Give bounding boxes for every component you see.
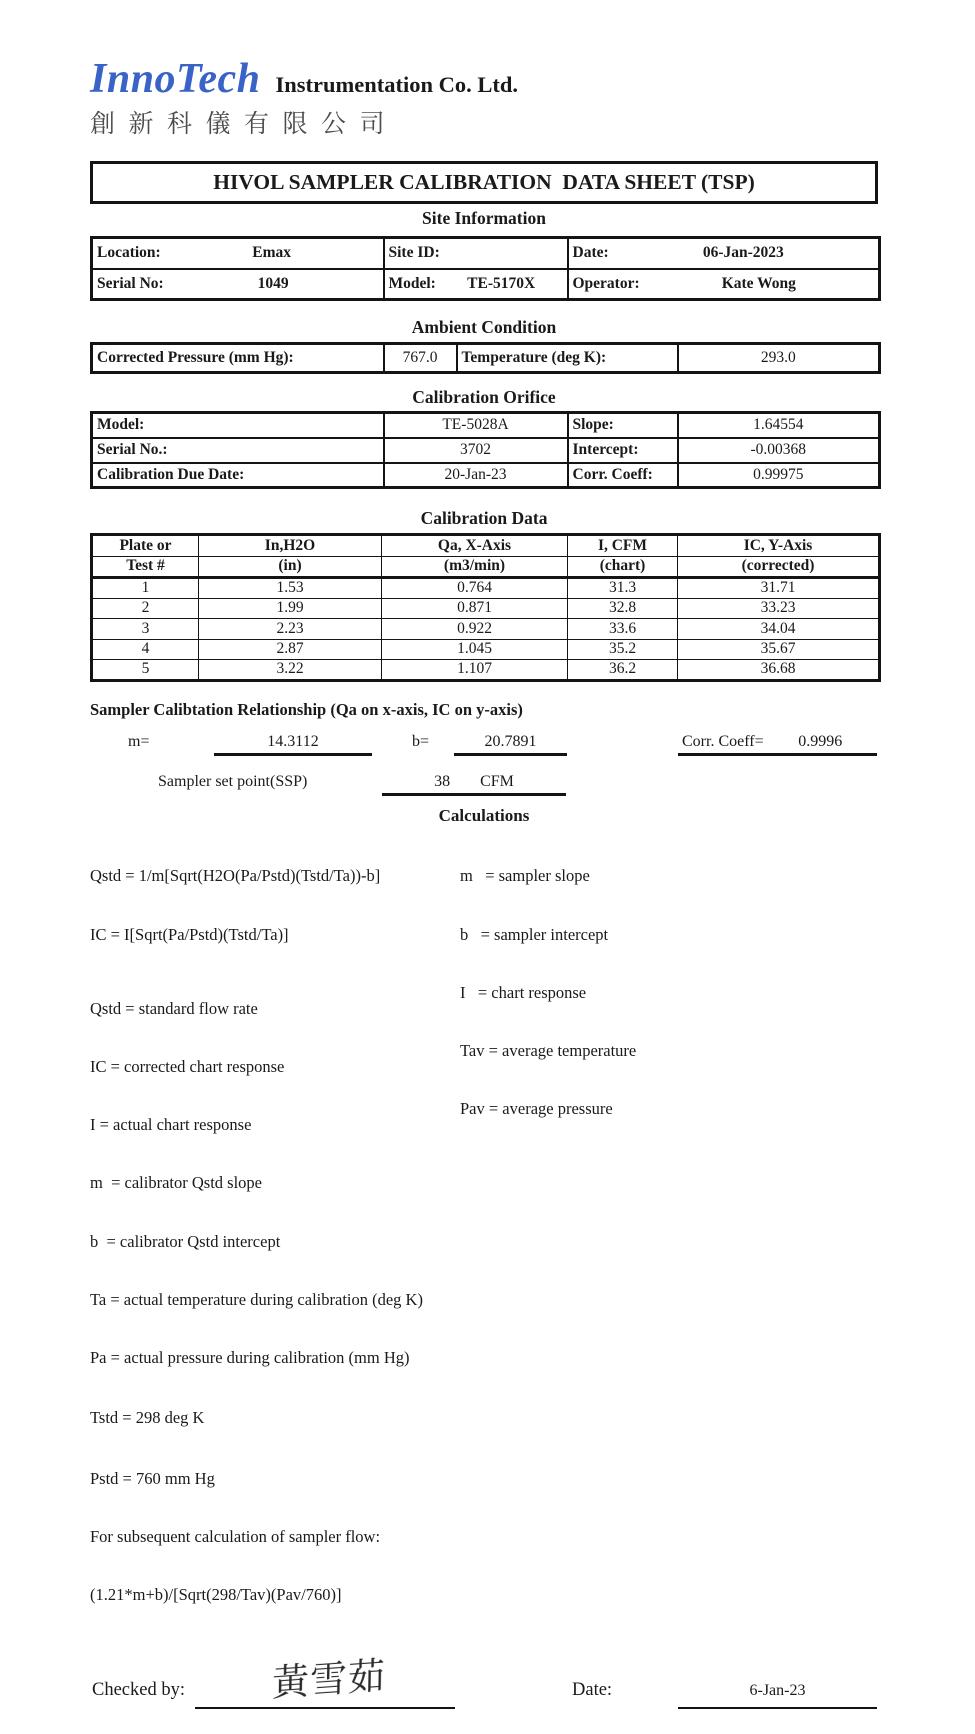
col-header: I, CFM bbox=[568, 535, 678, 557]
orifice-serial-label-cell bbox=[92, 438, 384, 463]
table-row bbox=[92, 438, 880, 463]
definition-line: m = calibrator Qstd slope bbox=[90, 1173, 262, 1193]
i-cfm-value: 33.6 bbox=[568, 619, 678, 640]
test-number: 3 bbox=[92, 619, 199, 640]
legend-line: Tav = average temperature bbox=[460, 1040, 637, 1060]
corr-coeff-value: 0.99975 bbox=[753, 465, 804, 483]
qa-value: 0.922 bbox=[382, 619, 568, 640]
ic-value: 35.67 bbox=[678, 639, 880, 660]
constant-line: Pstd = 760 mm Hg bbox=[90, 1468, 215, 1488]
i-cfm-value: 31.3 bbox=[568, 578, 678, 599]
col-header: In,H2O bbox=[199, 535, 382, 557]
orifice-model-label: Model: bbox=[97, 416, 145, 434]
test-number: 1 bbox=[92, 578, 199, 599]
signature-block bbox=[90, 1649, 878, 1734]
pressure-label: Corrected Pressure (mm Hg): bbox=[97, 349, 294, 366]
intercept-value: -0.00368 bbox=[750, 441, 807, 458]
corr-coeff-label: Corr. Coeff= bbox=[682, 732, 764, 750]
table-row bbox=[92, 619, 880, 640]
due-date-value: 20-Jan-23 bbox=[444, 465, 507, 483]
serial-no-cell bbox=[92, 269, 384, 300]
serial-no-value: 1049 bbox=[257, 274, 289, 292]
intercept-label: Intercept: bbox=[572, 441, 639, 458]
test-number: 2 bbox=[92, 598, 199, 619]
legend-line: I = chart response bbox=[460, 982, 587, 1002]
in-h2o-value: 3.22 bbox=[199, 660, 382, 681]
relationship-values-row bbox=[90, 724, 878, 756]
site-id-cell bbox=[384, 238, 568, 269]
calibration-orifice-table bbox=[90, 411, 881, 489]
operator-cell bbox=[568, 269, 880, 300]
calculations-legend-column bbox=[460, 828, 636, 1158]
pressure-value-cell bbox=[384, 344, 457, 373]
table-row bbox=[92, 660, 880, 681]
table-row bbox=[92, 269, 880, 300]
due-date-label: Calibration Due Date: bbox=[97, 465, 245, 483]
calibration-data-table bbox=[90, 533, 881, 682]
legend-line: m = sampler slope bbox=[460, 866, 590, 886]
formula-line: Qstd = 1/m[Sqrt(H2O(Pa/Pstd)(Tstd/Ta))-b] bbox=[90, 866, 381, 886]
footer-date-value: 6-Jan-23 bbox=[749, 1682, 806, 1700]
document-title-box bbox=[90, 161, 878, 204]
b-value-field bbox=[454, 733, 567, 756]
legend-line: b = sampler intercept bbox=[460, 924, 609, 944]
ic-value: 31.71 bbox=[678, 578, 880, 599]
orifice-serial-value: 3702 bbox=[460, 441, 491, 458]
definition-line: b = calibrator Qstd intercept bbox=[90, 1231, 281, 1251]
location-value: Emax bbox=[252, 244, 291, 262]
legend-line: Pav = average pressure bbox=[460, 1099, 613, 1119]
ic-value: 36.68 bbox=[678, 660, 880, 681]
operator-value: Kate Wong bbox=[721, 274, 796, 292]
set-point-unit: CFM bbox=[480, 772, 514, 790]
qa-value: 0.871 bbox=[382, 598, 568, 619]
temperature-label: Temperature (deg K): bbox=[461, 349, 607, 366]
calibration-orifice-heading: Calibration Orifice bbox=[412, 387, 556, 407]
ambient-condition-table bbox=[90, 342, 881, 374]
set-point-label: Sampler set point(SSP) bbox=[158, 772, 308, 790]
i-cfm-value: 35.2 bbox=[568, 639, 678, 660]
col-header: (chart) bbox=[568, 556, 678, 578]
orifice-serial-label: Serial No.: bbox=[97, 441, 168, 458]
pressure-value: 767.0 bbox=[402, 349, 438, 366]
due-date-label-cell bbox=[92, 463, 384, 488]
calculations-heading: Calculations bbox=[438, 805, 530, 825]
qa-value: 1.107 bbox=[382, 660, 568, 681]
temperature-value-cell bbox=[678, 344, 880, 373]
note-line: (1.21*m+b)/[Sqrt(298/Tav)(Pav/760)] bbox=[90, 1584, 342, 1604]
temperature-value: 293.0 bbox=[760, 349, 796, 366]
date-line bbox=[678, 1707, 877, 1709]
set-point-value: 38 bbox=[434, 772, 451, 790]
table-row bbox=[92, 578, 880, 599]
definition-line: Qstd = standard flow rate bbox=[90, 998, 258, 1018]
site-information-table bbox=[90, 236, 881, 301]
logo-header bbox=[90, 0, 878, 103]
header-row bbox=[92, 535, 880, 557]
qa-value: 1.045 bbox=[382, 639, 568, 660]
serial-no-label: Serial No: bbox=[97, 274, 164, 292]
orifice-serial-value-cell bbox=[384, 438, 568, 463]
calculations-section bbox=[90, 828, 878, 1644]
slope-label: Slope: bbox=[572, 416, 614, 434]
table-row bbox=[92, 598, 880, 619]
col-header: (in) bbox=[199, 556, 382, 578]
company-name: Instrumentation Co. Ltd. bbox=[275, 72, 519, 97]
definition-line: I = actual chart response bbox=[90, 1115, 252, 1135]
location-label: Location: bbox=[97, 244, 161, 262]
site-information-heading: Site Information bbox=[422, 208, 546, 228]
intercept-value-cell bbox=[678, 438, 880, 463]
corr-coeff-label-cell bbox=[568, 463, 678, 488]
location-cell bbox=[92, 238, 384, 269]
due-date-value-cell bbox=[384, 463, 568, 488]
b-value: 20.7891 bbox=[484, 732, 537, 750]
ic-value: 34.04 bbox=[678, 619, 880, 640]
brand-logo: InnoTech bbox=[90, 56, 261, 102]
date-cell bbox=[568, 238, 880, 269]
definition-line: IC = corrected chart response bbox=[90, 1056, 285, 1076]
corr-coeff-value: 0.9996 bbox=[798, 732, 843, 750]
operator-label: Operator: bbox=[572, 274, 640, 292]
corr-coeff-label: Corr. Coeff: bbox=[572, 465, 653, 483]
set-point-row bbox=[90, 764, 878, 796]
footer-date-label: Date: bbox=[572, 1680, 613, 1701]
site-id-label: Site ID: bbox=[388, 244, 440, 262]
m-label: m= bbox=[128, 732, 150, 750]
slope-label-cell bbox=[568, 413, 678, 438]
orifice-model-value-cell bbox=[384, 413, 568, 438]
handwritten-signature: 黃雪茹 bbox=[271, 1656, 387, 1706]
col-header: Qa, X-Axis bbox=[382, 535, 568, 557]
relationship-heading: Sampler Calibtation Relationship (Qa on x-axis, IC on y-axis) bbox=[90, 699, 523, 719]
col-header: Test # bbox=[92, 556, 199, 578]
formula-line: IC = I[Sqrt(Pa/Pstd)(Tstd/Ta)] bbox=[90, 924, 289, 944]
model-label: Model: bbox=[388, 274, 436, 292]
temperature-label-cell bbox=[457, 344, 678, 373]
corr-coeff-field bbox=[678, 733, 877, 756]
in-h2o-value: 2.87 bbox=[199, 639, 382, 660]
checked-by-label: Checked by: bbox=[92, 1680, 185, 1701]
col-header: IC, Y-Axis bbox=[678, 535, 880, 557]
m-value: 14.3112 bbox=[267, 732, 319, 750]
set-point-field bbox=[382, 773, 566, 796]
i-cfm-value: 32.8 bbox=[568, 598, 678, 619]
company-name-chinese: 創新科儀有限公司 bbox=[90, 111, 399, 138]
col-header: (m3/min) bbox=[382, 556, 568, 578]
table-row bbox=[92, 344, 880, 373]
date-label: Date: bbox=[572, 244, 609, 262]
table-row bbox=[92, 238, 880, 269]
table-row bbox=[92, 463, 880, 488]
i-cfm-value: 36.2 bbox=[568, 660, 678, 681]
b-label: b= bbox=[412, 732, 430, 750]
col-header: Plate or bbox=[92, 535, 199, 557]
table-row bbox=[92, 413, 880, 438]
definition-line: Ta = actual temperature during calibration (deg K) bbox=[90, 1289, 423, 1309]
slope-value-cell bbox=[678, 413, 880, 438]
in-h2o-value: 1.99 bbox=[199, 598, 382, 619]
col-header: (corrected) bbox=[678, 556, 880, 578]
date-value: 06-Jan-2023 bbox=[702, 244, 784, 262]
sheet-content bbox=[90, 0, 878, 1734]
test-number: 5 bbox=[92, 660, 199, 681]
constant-line: Tstd = 298 deg K bbox=[90, 1408, 205, 1428]
model-cell bbox=[384, 269, 568, 300]
model-value: TE-5170X bbox=[467, 274, 536, 292]
in-h2o-value: 1.53 bbox=[199, 578, 382, 599]
test-number: 4 bbox=[92, 639, 199, 660]
definition-line: Pa = actual pressure during calibration (mm Hg) bbox=[90, 1348, 410, 1368]
signature-line bbox=[195, 1707, 455, 1709]
in-h2o-value: 2.23 bbox=[199, 619, 382, 640]
orifice-model-value: TE-5028A bbox=[442, 416, 509, 434]
intercept-label-cell bbox=[568, 438, 678, 463]
corr-coeff-value-cell bbox=[678, 463, 880, 488]
orifice-model-label-cell bbox=[92, 413, 384, 438]
document-title: HIVOL SAMPLER CALIBRATION DATA SHEET (TSP) bbox=[213, 170, 755, 194]
table-row bbox=[92, 639, 880, 660]
qa-value: 0.764 bbox=[382, 578, 568, 599]
header-row bbox=[92, 556, 880, 578]
ic-value: 33.23 bbox=[678, 598, 880, 619]
note-line: For subsequent calculation of sampler flow: bbox=[90, 1526, 381, 1546]
slope-value: 1.64554 bbox=[753, 416, 804, 434]
pressure-label-cell bbox=[92, 344, 384, 373]
m-value-field bbox=[214, 733, 372, 756]
calibration-data-heading: Calibration Data bbox=[420, 508, 548, 528]
ambient-condition-heading: Ambient Condition bbox=[411, 317, 557, 337]
